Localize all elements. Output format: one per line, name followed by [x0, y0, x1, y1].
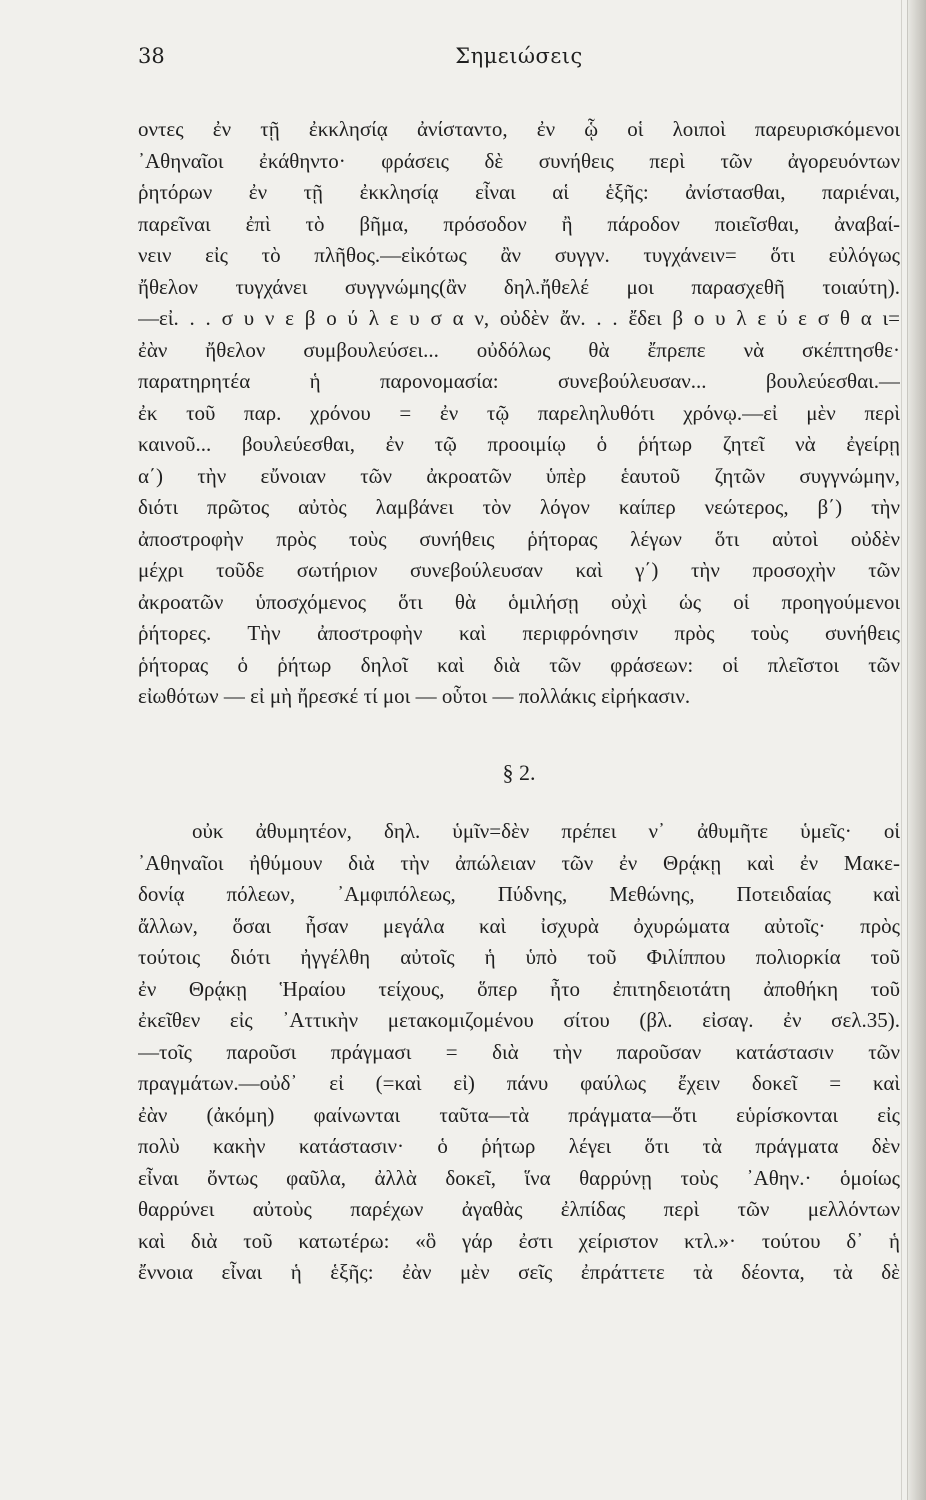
- body-text: [138, 114, 900, 1289]
- binding-shadow: [901, 0, 902, 1500]
- text-line: ἄλλων, ὅσαι ἦσαν μεγάλα καὶ ἰσχυρὰ ὀχυρώματα αὐτοῖς· πρὸς: [138, 913, 900, 938]
- text-line: εἶναι ὄντως φαῦλα, ἀλλὰ δοκεῖ, ἵνα θαρρύνῃ τοὺς ᾿Αθην.· ὁμοίως: [138, 1165, 900, 1190]
- text-line: δονίᾳ πόλεων, ᾿Αμφιπόλεως, Πύδνης, Μεθώνης, Ποτειδαίας καὶ: [138, 882, 900, 906]
- text-line: μέχρι τοῦδε σωτήριον συνεβούλευσαν καὶ γ΄) τὴν προσοχὴν τῶν: [138, 558, 900, 582]
- text-line: παρατηρητέα ἡ παρονομασία: συνεβούλευσαν... βουλεύεσθαι.—: [138, 369, 900, 393]
- text-line: ᾿Αθηναῖοι ἠθύμουν διὰ τὴν ἀπώλειαν τῶν ἐν Θρᾴκῃ καὶ ἐν Μακε-: [138, 850, 900, 875]
- text-line: τούτοις διότι ἠγγέλθη αὐτοῖς ἡ ὑπὸ τοῦ Φιλίππου πολιορκία τοῦ: [138, 945, 900, 969]
- text-line: ἤθελον τυγχάνει συγγνώμης(ἂν δηλ.ἤθελέ μοι παρασχεθῆ τοιαύτη).: [138, 274, 900, 299]
- page-edge: [907, 0, 926, 1500]
- page-header: [138, 44, 900, 78]
- text-line: ῥήτορες. Τὴν ἀποστροφὴν καὶ περιφρόνησιν πρὸς τοὺς συνήθεις: [138, 621, 900, 645]
- text-line: ἐκεῖθεν εἰς ᾿Αττικὴν μετακομιζομένου σίτου (βλ. εἰσαγ. ἐν σελ.35).: [138, 1008, 900, 1032]
- text-line: ἀκροατῶν ὑποσχόμενος ὅτι θὰ ὁμιλήσῃ οὐχὶ ὡς οἱ προηγούμενοι: [138, 589, 900, 614]
- text-line: οὐκ ἀθυμητέον, δηλ. ὑμῖν=δὲν πρέπει ν᾿ ἀθυμῆτε ὑμεῖς· οἱ: [192, 819, 900, 843]
- text-line: πολὺ κακὴν κατάστασιν· ὁ ῥήτωρ λέγει ὅτι τὰ πράγματα δὲν: [138, 1134, 900, 1158]
- paragraph-2: [138, 816, 900, 1289]
- text-line: καινοῦ... βουλεύεσθαι, ἐν τῷ προοιμίῳ ὁ ῥήτωρ ζητεῖ νὰ ἐγείρῃ: [138, 432, 900, 456]
- text-line: πραγμάτων.—οὐδ᾿ εἰ (=καὶ εἰ) πάνυ φαύλως ἔχειν δοκεῖ = καὶ: [138, 1071, 900, 1095]
- running-title: Σημειώσεις: [455, 44, 583, 68]
- section-heading: § 2.: [502, 759, 536, 785]
- text-line: διότι πρῶτος αὐτὸς λαμβάνει τὸν λόγον καίπερ νεώτερος, β΄) τὴν: [138, 495, 900, 519]
- text-line: ἐὰν (ἀκόμη) φαίνωνται ταῦτα—τὰ πράγματα—ὅτι εὑρίσκονται εἰς: [138, 1102, 900, 1127]
- text-line: ἀποστροφὴν πρὸς τοὺς συνήθεις ῥήτορας λέγων ὅτι αὐτοὶ οὐδὲν: [138, 526, 900, 551]
- page-number: 38: [138, 44, 165, 68]
- text-line: ἔννοια εἶναι ἡ ἑξῆς: ἐὰν μὲν σεῖς ἐπράττετε τὰ δέοντα, τὰ δὲ: [138, 1260, 900, 1284]
- text-line: εἰωθότων — εἰ μὴ ἤρεσκέ τί μοι — οὗτοι — πολλάκις εἰρήκασιν.: [138, 684, 691, 708]
- text-line: —εἰ. . . σ υ ν ε β ο ύ λ ε υ σ α ν, οὐδὲν ἄν. . . ἔδει β ο υ λ ε ύ ε σ θ α ι=: [138, 306, 900, 330]
- text-line: ἐν Θρᾴκῃ Ἡραίου τείχους, ὅπερ ἦτο ἐπιτηδειοτάτη ἀποθήκη τοῦ: [138, 976, 900, 1001]
- text-line: ἐὰν ἤθελον συμβουλεύσει... οὐδόλως θὰ ἔπρεπε νὰ σκέπτησθε·: [138, 337, 900, 362]
- text-line: ᾿Αθηναῖοι ἐκάθηντο· φράσεις δὲ συνήθεις περὶ τῶν ἀγορευόντων: [138, 148, 900, 173]
- text-line: —τοῖς παροῦσι πράγμασι = διὰ τὴν παροῦσαν κατάστασιν τῶν: [138, 1039, 900, 1064]
- text-line: καὶ διὰ τοῦ κατωτέρω: «ὃ γάρ ἐστι χείριστον κτλ.»· τούτου δ᾿ ἡ: [138, 1228, 900, 1253]
- text-line: ῥητόρων ἐν τῇ ἐκκλησίᾳ εἶναι αἱ ἑξῆς: ἀνίστασθαι, παριέναι,: [138, 180, 900, 204]
- text-line: ῥήτορας ὁ ῥήτωρ δηλοῖ καὶ διὰ τῶν φράσεων: οἱ πλεῖστοι τῶν: [138, 652, 900, 677]
- text-line: ἐκ τοῦ παρ. χρόνου = ἐν τῷ παρεληλυθότι χρόνῳ.—εἰ μὲν περὶ: [138, 400, 900, 425]
- text-line: νειν εἰς τὸ πλῆθος.—εἰκότως ἂν συγγν. τυγχάνειν= ὅτι εὐλόγως: [138, 243, 900, 267]
- text-line: α΄) τὴν εὔνοιαν τῶν ἀκροατῶν ὑπὲρ ἑαυτοῦ ζητῶν συγγνώμην,: [138, 463, 900, 488]
- paragraph-1: [138, 114, 900, 713]
- text-line: θαρρύνει αὐτοὺς παρέχων ἀγαθὰς ἐλπίδας περὶ τῶν μελλόντων: [138, 1197, 900, 1221]
- text-line: οντες ἐν τῇ ἐκκλησίᾳ ἀνίσταντο, ἐν ᾧ οἱ λοιποὶ παρευρισκόμενοι: [138, 117, 900, 141]
- text-line: παρεῖναι ἐπὶ τὸ βῆμα, πρόσοδον ἢ πάροδον ποιεῖσθαι, ἀναβαί-: [138, 211, 900, 236]
